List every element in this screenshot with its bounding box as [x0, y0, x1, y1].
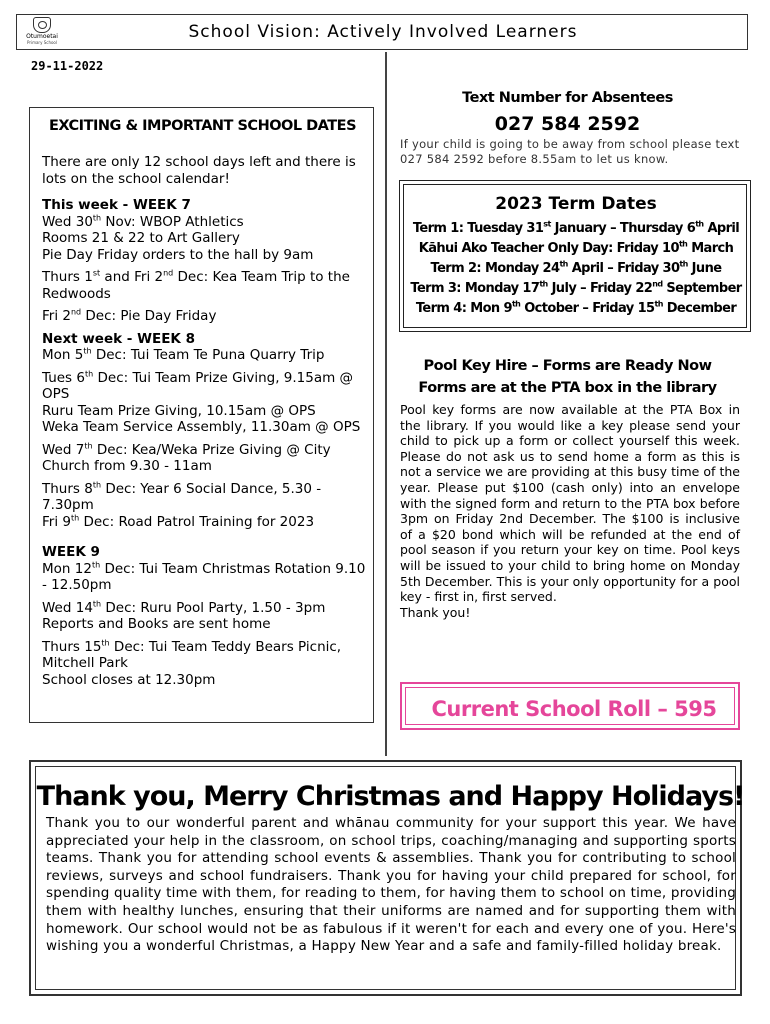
thank-you-box [29, 760, 745, 996]
list-item: Weka Team Service Assembly, 11.30am @ OPS [42, 419, 361, 435]
list-item: Tues 6th Dec: Tui Team Prize Giving, 9.15am @ OPS [42, 369, 354, 402]
term-dates-box [399, 180, 751, 332]
list-item: Mon 12th Dec: Tui Team Christmas Rotation 9.10 - 12.50pm [42, 560, 366, 593]
absentees-text: If your child is going to be away from school please text 027 584 2592 before 8.55am to let us know. [400, 137, 740, 166]
thank-you-inner-border [35, 766, 745, 990]
list-item: Fri 9th Dec: Road Patrol Training for 2023 [42, 513, 315, 530]
list-item: Pie Day Friday orders to the hall by 9am [42, 246, 314, 263]
absentees-phone-number: 027 584 2592 [494, 113, 641, 135]
term-3-line: Term 3: Monday 17th July – Friday 22nd September [410, 279, 742, 296]
logo-school-name: Otumoetai [26, 33, 58, 40]
list-item: Wed 7th Dec: Kea/Weka Prize Giving @ City Church from 9.30 - 11am [42, 441, 331, 474]
list-item: Thurs 1st and Fri 2nd Dec: Kea Team Trip to the Redwoods [42, 268, 350, 302]
pool-key-subtitle: Forms are at the PTA box in the library [418, 380, 717, 396]
this-week-label: This week - WEEK 7 [42, 197, 191, 213]
column-divider [385, 52, 387, 756]
page-title: School Vision: Actively Involved Learners [188, 22, 578, 42]
teacher-only-day-line: Kāhui Ako Teacher Only Day: Friday 10th March [418, 239, 734, 256]
header-banner [16, 14, 748, 50]
term-4-line: Term 4: Mon 9th October – Friday 15th December [415, 299, 737, 316]
school-dates-heading: EXCITING & IMPORTANT SCHOOL DATES [48, 118, 357, 134]
list-item: Rooms 21 & 22 to Art Gallery [42, 230, 240, 246]
school-dates-content [42, 154, 368, 688]
list-item: Reports and Books are sent home [42, 616, 271, 632]
list-item: Thurs 15th Dec: Tui Team Teddy Bears Picnic, Mitchell Park [42, 638, 342, 671]
term-dates-inner-border [403, 184, 747, 328]
thank-you-text: Thank you to our wonderful parent and whānau community for your support this year. We have appreciated your help in the classroom, on school trips, coaching/managing and supporting sports teams. Thank you for attending school events & assemblies. Thank you for contributing to school reviews, surveys and school fundraisers. Thank you for having your child prepared for school, for spending quality time with them, for reading to them, for having them to school on time, providing them with healthy lunches, ensuring that their uniforms are named and for supporting them with homework. Our school would not be as fabulous if it weren't for each and every one of you. Here's wishing you a wonderful Christmas, a Happy New Year and a safe and family-filled holiday break. [46, 815, 736, 955]
thank-you-title: Thank you, Merry Christmas and Happy Holidays! [36, 781, 745, 812]
pool-key-title: Pool Key Hire – Forms are Ready Now [423, 358, 712, 374]
list-item: Ruru Team Prize Giving, 10.15am @ OPS [42, 402, 316, 419]
list-item: Mon 5th Dec: Tui Team Te Puna Quarry Trip [42, 346, 325, 363]
list-item: Thurs 8th Dec: Year 6 Social Dance, 5.30 - 7.30pm [42, 480, 322, 513]
absentees-title: Text Number for Absentees [462, 90, 673, 106]
school-roll-inner-border [405, 687, 735, 725]
list-item: Wed 30th Nov: WBOP Athletics [42, 213, 244, 230]
pool-key-thanks: Thank you! [400, 604, 471, 620]
list-item: Fri 2nd Dec: Pie Day Friday [42, 307, 217, 324]
week9-label: WEEK 9 [42, 544, 100, 560]
term-dates-title: 2023 Term Dates [495, 194, 657, 214]
term-1-line: Term 1: Tuesday 31st January – Thursday 6th April [412, 219, 740, 236]
list-item: School closes at 12.30pm [42, 671, 216, 688]
pool-key-body: Pool key forms are now available at the PTA Box in the library. If you would like a key please send your child to pick up a form or collect yourself this week. Please do not ask us to send home a form as this is not a service we are providing at this busy time of the year. Please put $100 (cash only) into an envelope with the signed form and return to the PTA box before 3pm on Friday 2nd December. The $100 is inclusive of a $20 bond which will be refunded at the end of pool season if you return your key on time. Pool keys will be issued to your child to bring home on Monday 5th December. This is your only opportunity for a pool key - first in, first served. [400, 402, 740, 605]
next-week-label: Next week - WEEK 8 [42, 330, 195, 347]
dates-intro: There are only 12 school days left and there is lots on the school calendar! [42, 154, 356, 187]
school-dates-box [29, 107, 374, 723]
school-roll-box [400, 682, 740, 730]
logo-subtitle: Primary School [26, 40, 57, 45]
list-item: Wed 14th Dec: Ruru Pool Party, 1.50 - 3pm [42, 599, 326, 616]
pool-key-text [400, 402, 740, 620]
school-roll-text: Current School Roll – 595 [431, 697, 717, 721]
term-2-line: Term 2: Monday 24th April – Friday 30th June [430, 259, 722, 276]
newsletter-date: 29-11-2022 [31, 59, 104, 73]
